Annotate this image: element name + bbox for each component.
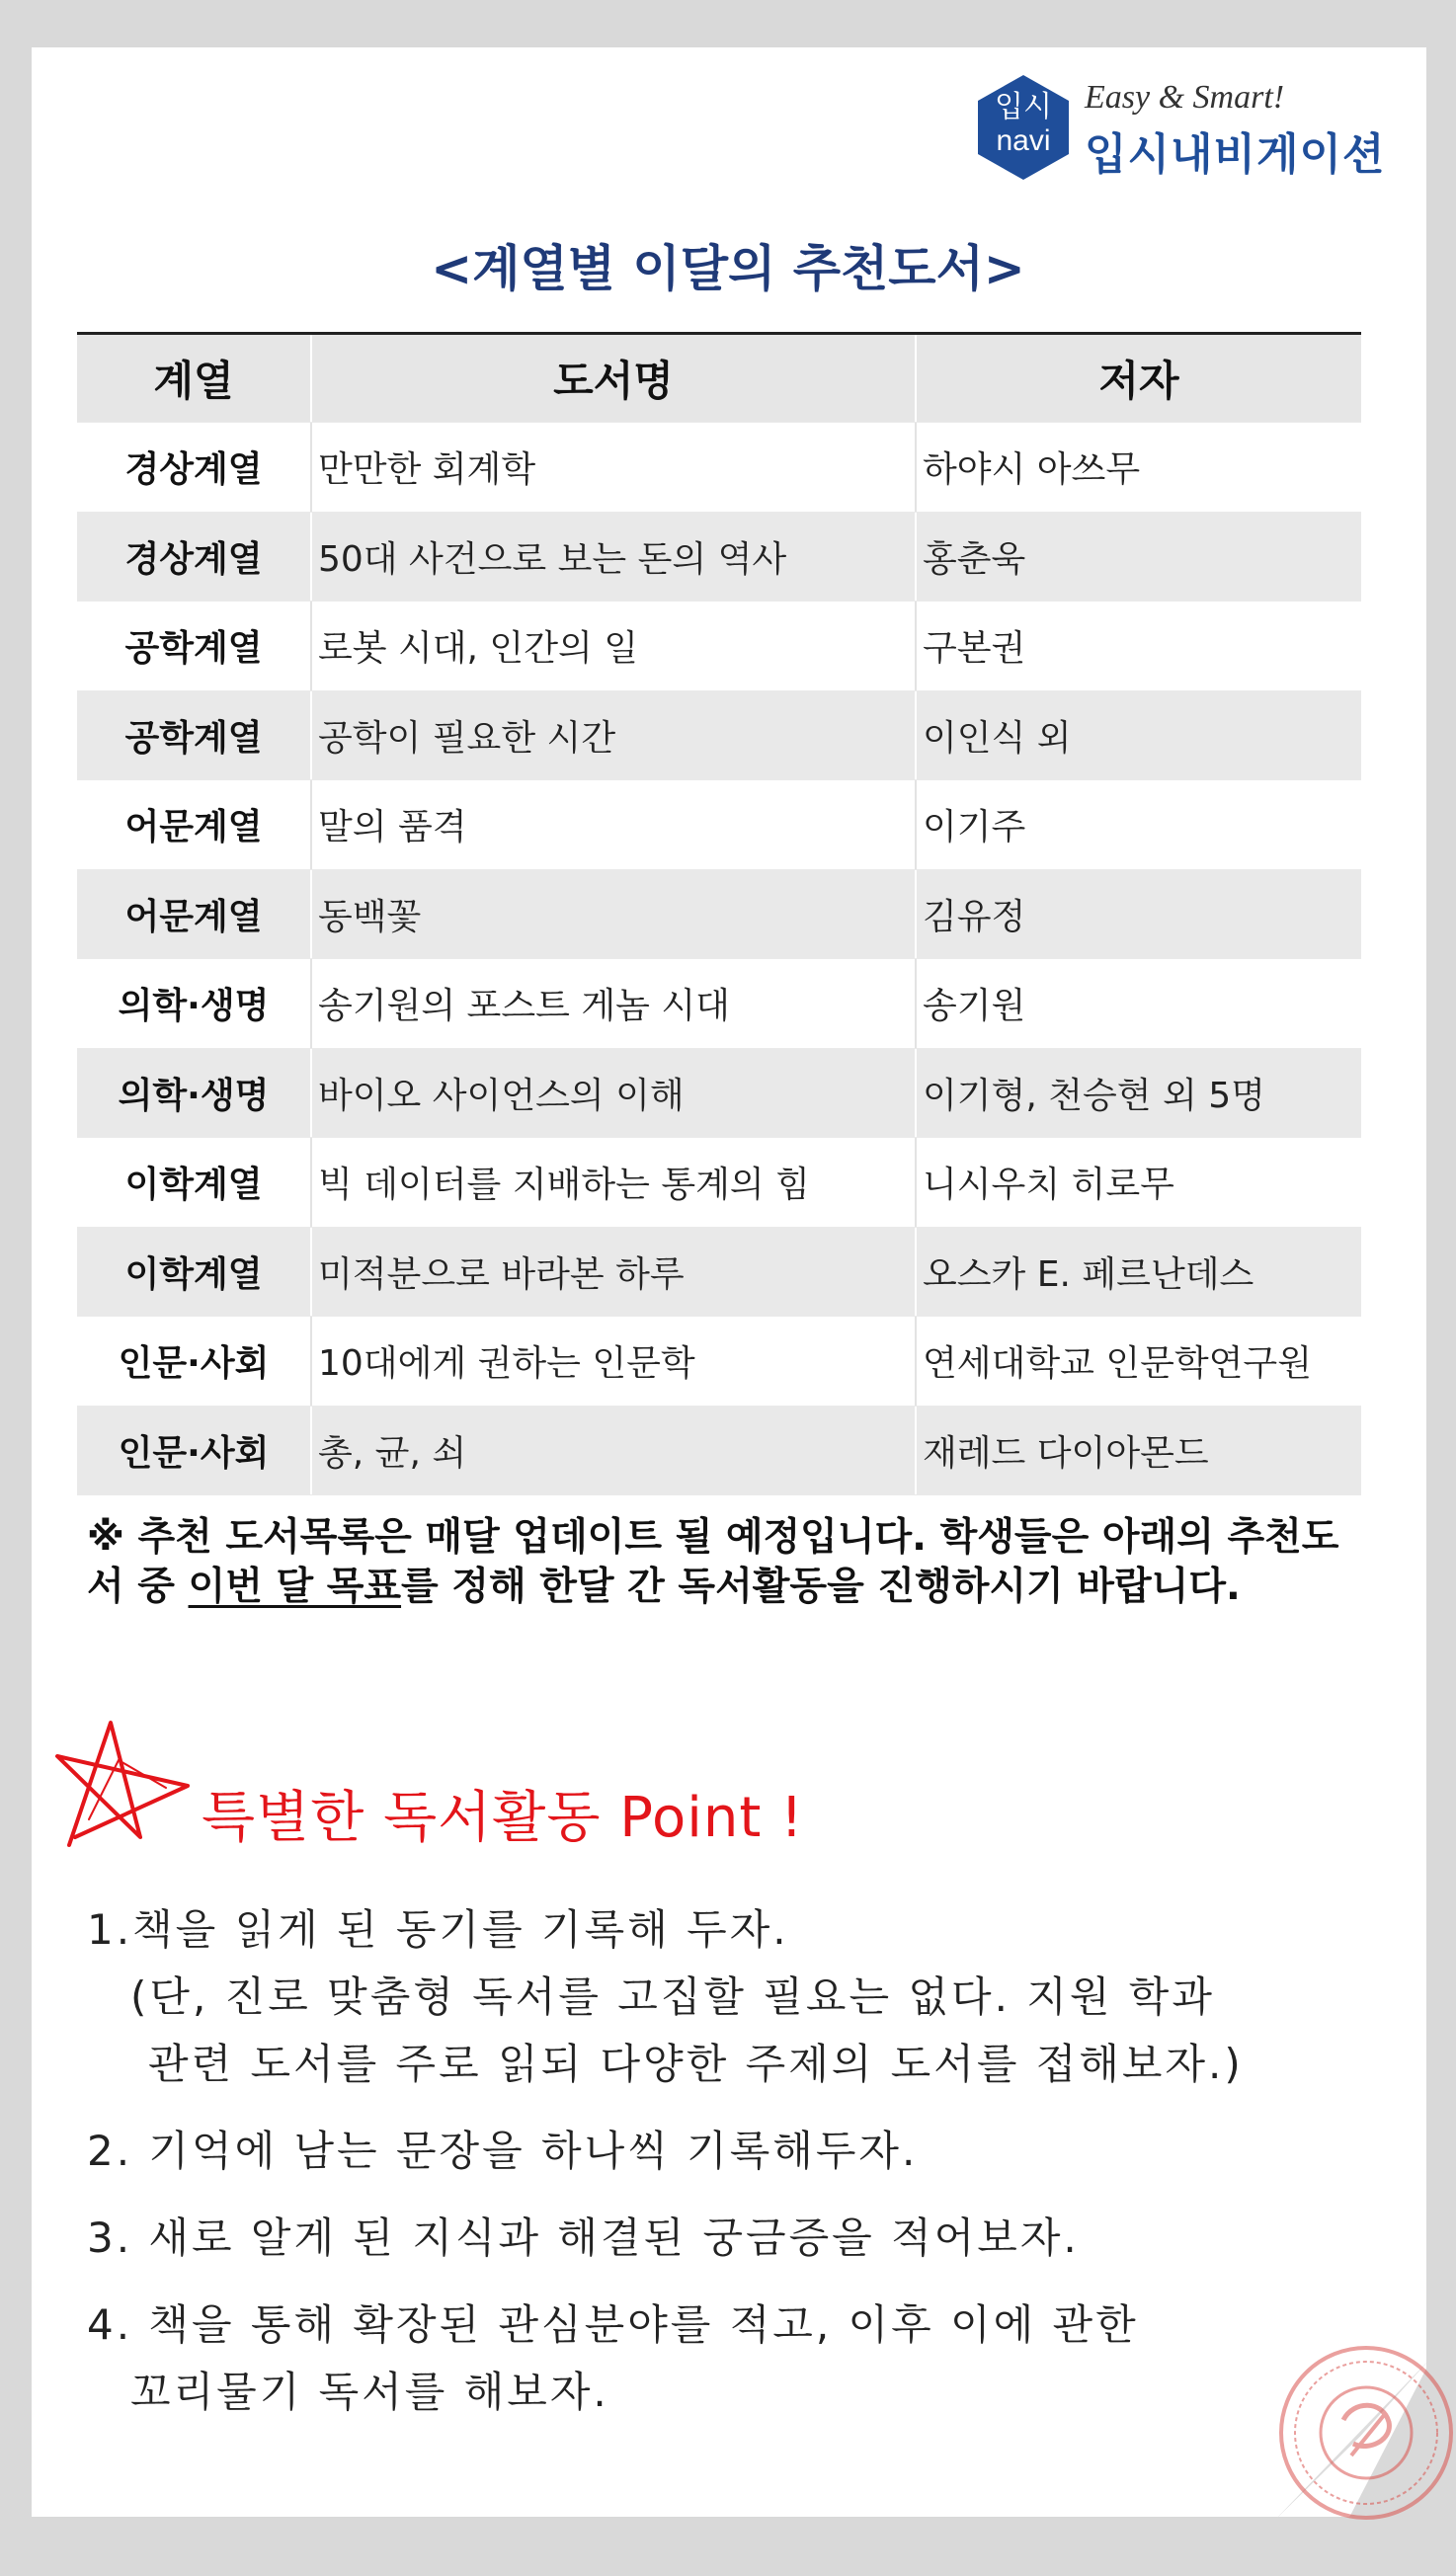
cell-category: 인문·사회 — [77, 1317, 312, 1406]
tip-4-line2: 꼬리물기 독서를 해보자. — [130, 2368, 609, 2416]
header-category: 계열 — [77, 335, 312, 422]
cell-category: 공학계열 — [77, 691, 312, 780]
notice-underlined: 이번 달 목표 — [188, 1565, 402, 1609]
tip-2: 2. 기억에 남는 문장을 하나씩 기록해두자. — [87, 2127, 919, 2175]
table-row — [77, 691, 1361, 781]
table-row — [77, 1407, 1361, 1496]
logo-slogan: Easy & Smart! — [1085, 79, 1285, 116]
red-star-doodle-icon — [49, 1709, 207, 1857]
logo — [976, 73, 1401, 182]
tip-3: 3. 새로 알게 된 지식과 해결된 궁금증을 적어보자. — [87, 2214, 1080, 2262]
tip-item — [87, 2205, 1391, 2272]
logo-hex-line2: navi — [996, 124, 1051, 157]
header-author: 저자 — [1098, 357, 1179, 405]
table-row — [77, 780, 1361, 870]
tip-item — [87, 2118, 1391, 2185]
cell-title: 총, 균, 쇠 — [312, 1407, 917, 1495]
cell-category: 의학·생명 — [77, 959, 312, 1048]
tip-item — [87, 2292, 1391, 2426]
cell-author: 홍춘욱 — [923, 538, 1026, 580]
notice-text — [87, 1513, 1371, 1612]
cell-title: 로봇 시대, 인간의 일 — [312, 602, 917, 690]
cell-author: 이인식 외 — [923, 717, 1072, 759]
tip-1: 1.책을 읽게 된 동기를 기록해 두자. — [87, 1905, 789, 1954]
cell-author: 송기원 — [923, 986, 1026, 1027]
cell-title: 만만한 회계학 — [312, 423, 917, 512]
point-heading: 특별한 독서활동 Point ! — [202, 1786, 804, 1850]
cell-title: 동백꽃 — [312, 870, 917, 959]
header-title: 도서명 — [312, 335, 917, 422]
cell-author: 김유정 — [923, 896, 1026, 937]
cell-category: 의학·생명 — [77, 1049, 312, 1138]
book-table — [77, 332, 1361, 1495]
tip-item — [87, 1896, 1391, 2098]
cell-author: 니시우치 히로무 — [923, 1165, 1174, 1206]
cell-category: 공학계열 — [77, 602, 312, 690]
cell-title: 공학이 필요한 시간 — [312, 691, 917, 780]
cell-category: 이학계열 — [77, 1228, 312, 1317]
cell-title: 미적분으로 바라본 하루 — [312, 1228, 917, 1317]
cell-category: 어문계열 — [77, 870, 312, 959]
logo-hex-line1: 입시 — [995, 91, 1052, 123]
cell-author: 하야시 아쓰무 — [923, 449, 1141, 491]
table-row — [77, 959, 1361, 1049]
cell-title: 10대에게 권하는 인문학 — [312, 1317, 917, 1406]
logo-name: 입시내비게이션 — [1085, 129, 1386, 180]
cell-author: 연세대학교 인문학연구원 — [923, 1343, 1312, 1385]
table-row — [77, 870, 1361, 960]
notice-part1: ※ 추천 도서목록은 매달 업데이트 될 예정입니다. 학생들은 아래의 추천도서 중 — [87, 1515, 1339, 1609]
cell-author: 구본권 — [923, 628, 1026, 670]
table-header-row — [77, 335, 1361, 423]
tip-1-note-line2: 관련 도서를 주로 읽되 다양한 주제의 도서를 접해보자.) — [148, 2040, 1244, 2088]
logo-hex-text — [976, 91, 1071, 158]
tip-1-note-line1: (단, 진로 맞춤형 독서를 고집할 필요는 없다. 지원 학과 — [130, 1972, 1215, 2021]
table-row — [77, 602, 1361, 691]
tip-4: 4. 책을 통해 확장된 관심분야를 적고, 이후 이에 관한 — [87, 2300, 1139, 2349]
cell-author: 재레드 다이아몬드 — [923, 1432, 1209, 1474]
cell-title: 말의 품격 — [312, 780, 917, 869]
cell-category: 경상계열 — [77, 513, 312, 602]
cell-category: 인문·사회 — [77, 1407, 312, 1495]
cell-title: 빅 데이터를 지배하는 통계의 힘 — [312, 1138, 917, 1227]
cell-category: 경상계열 — [77, 423, 312, 512]
cell-title: 바이오 사이언스의 이해 — [312, 1049, 917, 1138]
notice-part2: 를 정해 한달 간 독서활동을 진행하시기 바랍니다. — [401, 1565, 1241, 1609]
red-seal-icon — [1274, 2341, 1456, 2525]
cell-title: 50대 사건으로 보는 돈의 역사 — [312, 513, 917, 602]
page-title: <계열별 이달의 추천도서> — [431, 240, 1025, 297]
table-row — [77, 513, 1361, 603]
table-row — [77, 423, 1361, 513]
table-row — [77, 1049, 1361, 1139]
table-row — [77, 1138, 1361, 1228]
cell-author: 오스카 E. 페르난데스 — [923, 1253, 1254, 1295]
cell-author: 이기주 — [923, 807, 1026, 848]
cell-category: 이학계열 — [77, 1138, 312, 1227]
tips-list — [87, 1896, 1391, 2446]
table-row — [77, 1228, 1361, 1318]
cell-category: 어문계열 — [77, 780, 312, 869]
cell-title: 송기원의 포스트 게놈 시대 — [312, 959, 917, 1048]
cell-author: 이기형, 천승현 외 5명 — [923, 1075, 1265, 1116]
table-row — [77, 1317, 1361, 1407]
